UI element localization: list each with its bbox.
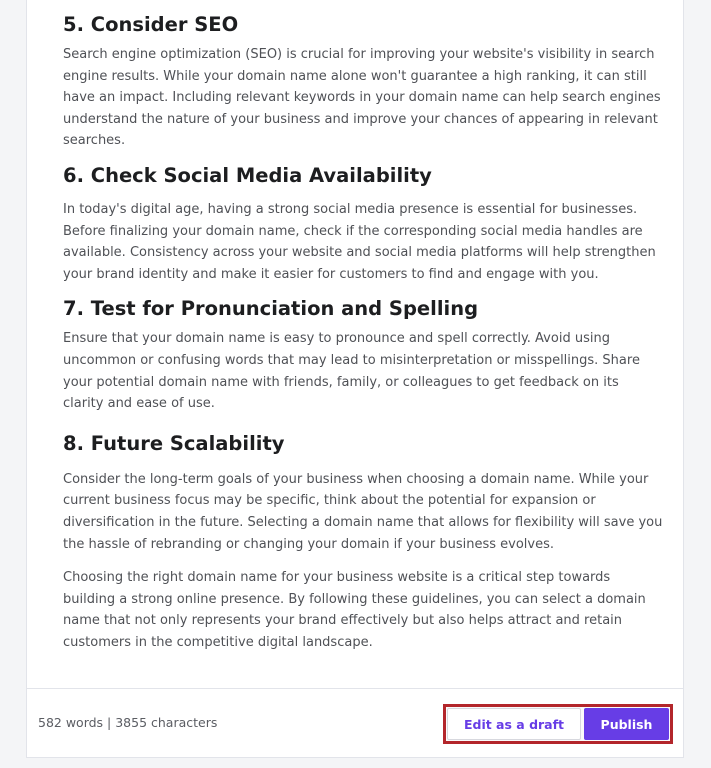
section-scalability — [63, 429, 663, 654]
section-pronunciation — [63, 294, 663, 414]
section-paragraph: Consider the long-term goals of your business when choosing a domain name. While your current business focus may be specific, think about the potential for expansion or diversification in the future. Selecting a domain name that allows for flexibility will save you the hassle of rebranding or changing your domain if your business evolves. — [63, 471, 663, 552]
editor-footer — [27, 688, 683, 759]
editor-card — [26, 0, 684, 758]
section-paragraph: Ensure that your domain name is easy to pronounce and spell correctly. Avoid using uncommon or confusing words that may lead to misinterpretation or misspellings. Share your potential domain name with friends, family, or colleagues to get feedback on its clarity and ease of use. — [63, 331, 640, 412]
section-heading: 8. Future Scalability — [63, 431, 285, 455]
section-heading: 5. Consider SEO — [63, 13, 239, 36]
conclusion-paragraph: Choosing the right domain name for your business website is a critical step towards building a strong online presence. By following these guidelines, you can select a domain name that not only represents your brand effectively but also helps attract and retain customers in the competitive digital landscape. — [63, 570, 646, 650]
edit-as-draft-button[interactable]: Edit as a draft — [447, 708, 581, 740]
section-consider-seo — [63, 10, 663, 152]
word-character-count: 582 words | 3855 characters — [38, 715, 218, 730]
section-social-media — [63, 161, 663, 285]
article-content — [63, 10, 663, 653]
section-heading: 7. Test for Pronunciation and Spelling — [63, 297, 479, 321]
section-paragraph: In today's digital age, having a strong social media presence is essential for businesses. Before finalizing your domain name, check if the corresponding social media handles are available. Consistency across your website and social media platforms will help strengthen your brand identity and make it easier for customers to find and engage with you. — [63, 201, 656, 282]
publish-button[interactable]: Publish — [584, 708, 669, 740]
section-heading: 6. Check Social Media Availability — [63, 163, 432, 187]
section-paragraph: Search engine optimization (SEO) is crucial for improving your website's visibility in search engine results. While your domain name alone won't guarantee a high ranking, it can still have an impact. Including relevant keywords in your domain name can help search engines understand the nature of your business and improve your chances of appearing in relevant searches. — [63, 47, 661, 149]
